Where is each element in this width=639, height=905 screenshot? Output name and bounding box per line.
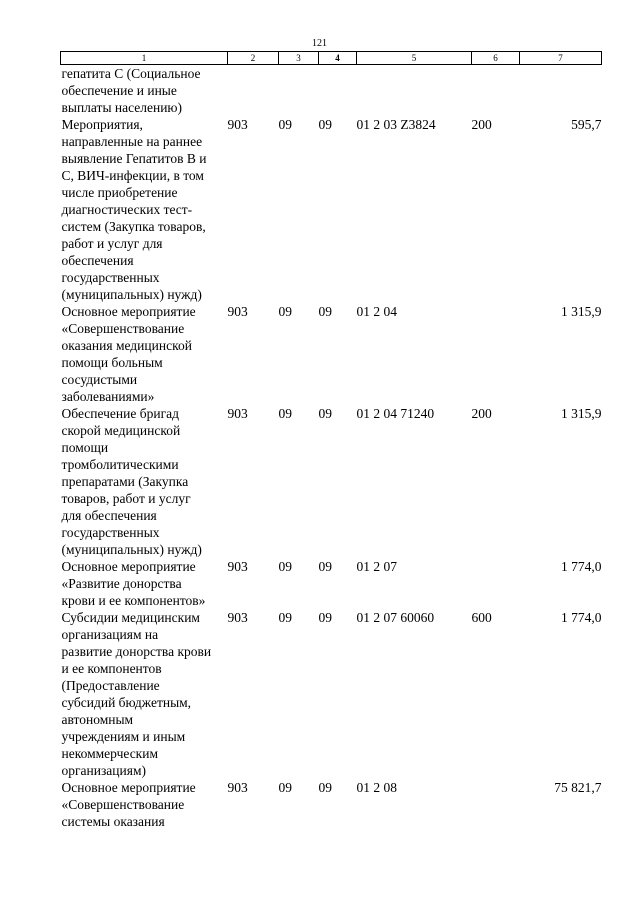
- subsection-code: 09: [318, 559, 332, 574]
- subsection-code: 09: [318, 117, 332, 132]
- column-number-4: 4: [319, 52, 357, 65]
- expense-name: Основное мероприятие «Совершенствование оказания медицинской помощи больным сосудистыми заболеваниями»: [61, 304, 196, 404]
- table-row: [61, 405, 602, 558]
- subsection-code: [319, 65, 357, 117]
- target-article-code: [357, 65, 472, 117]
- budget-table: [60, 51, 602, 830]
- expense-name: гепатита С (Социальное обеспечение и иные выплаты населению): [61, 66, 201, 115]
- target-article-code: 01 2 04 71240: [356, 406, 435, 421]
- subsection-code: 09: [318, 780, 332, 795]
- expense-name: Основное мероприятие «Совершенствование системы оказания: [61, 780, 196, 829]
- table-row: [61, 779, 602, 830]
- table-row: [61, 558, 602, 609]
- target-article-code: 01 2 07: [356, 559, 397, 574]
- table-row: [61, 65, 602, 117]
- expense-type-code: 200: [471, 406, 492, 421]
- expense-name: Субсидии медицинским организациям на развитие донорства крови и ее компонентов (Предоставление субсидий бюджетным, автономным учреждениям и иным некоммерческим организациям): [61, 610, 212, 778]
- target-article-code: 01 2 04: [356, 304, 397, 319]
- sum-value: 595,7: [571, 117, 602, 132]
- expense-type-code: [472, 65, 520, 117]
- expense-type-code: 200: [471, 117, 492, 132]
- sum-value: 75 821,7: [554, 780, 602, 795]
- expense-type-code: [472, 558, 520, 609]
- section-code: 09: [278, 559, 292, 574]
- sum-value: [520, 65, 602, 117]
- column-number-header-row: [61, 52, 602, 65]
- sum-value: 1 774,0: [561, 610, 602, 625]
- grbs-code: [228, 65, 279, 117]
- table-row: [61, 116, 602, 303]
- section-code: [279, 65, 319, 117]
- sum-value: 1 315,9: [561, 406, 602, 421]
- subsection-code: 09: [318, 304, 332, 319]
- sum-value: 1 315,9: [561, 304, 602, 319]
- expense-type-code: [472, 779, 520, 830]
- target-article-code: 01 2 03 Z3824: [356, 117, 436, 132]
- expense-name: Основное мероприятие «Развитие донорства крови и ее компонентов»: [61, 559, 206, 608]
- target-article-code: 01 2 08: [356, 780, 397, 795]
- grbs-code: 903: [227, 780, 248, 795]
- grbs-code: 903: [227, 117, 248, 132]
- column-number-6: 6: [472, 52, 520, 65]
- expense-type-code: 600: [471, 610, 492, 625]
- table-row: [61, 609, 602, 779]
- grbs-code: 903: [227, 406, 248, 421]
- subsection-code: 09: [318, 610, 332, 625]
- table-row: [61, 303, 602, 405]
- column-number-7: 7: [520, 52, 602, 65]
- sum-value: 1 774,0: [561, 559, 602, 574]
- column-number-1: 1: [61, 52, 228, 65]
- section-code: 09: [278, 304, 292, 319]
- expense-name: Мероприятия, направленные на раннее выявление Гепатитов В и С, ВИЧ-инфекции, в том числе приобретение диагностических тест- систем (Закупка товаров, работ и услуг для обеспечения государственных (муниципальных) нужд): [61, 117, 207, 302]
- grbs-code: 903: [227, 304, 248, 319]
- target-article-code: 01 2 07 60060: [356, 610, 435, 625]
- section-code: 09: [278, 610, 292, 625]
- column-number-5: 5: [357, 52, 472, 65]
- grbs-code: 903: [227, 559, 248, 574]
- page-number: 121: [312, 38, 327, 49]
- section-code: 09: [278, 780, 292, 795]
- section-code: 09: [278, 406, 292, 421]
- subsection-code: 09: [318, 406, 332, 421]
- expense-type-code: [472, 303, 520, 405]
- column-number-2: 2: [228, 52, 279, 65]
- expense-name: Обеспечение бригад скорой медицинской помощи тромболитическими препаратами (Закупка товаров, работ и услуг для обеспечения государственных (муниципальных) нужд): [61, 406, 202, 557]
- grbs-code: 903: [227, 610, 248, 625]
- section-code: 09: [278, 117, 292, 132]
- column-number-3: 3: [279, 52, 319, 65]
- budget-table-body: [61, 65, 602, 831]
